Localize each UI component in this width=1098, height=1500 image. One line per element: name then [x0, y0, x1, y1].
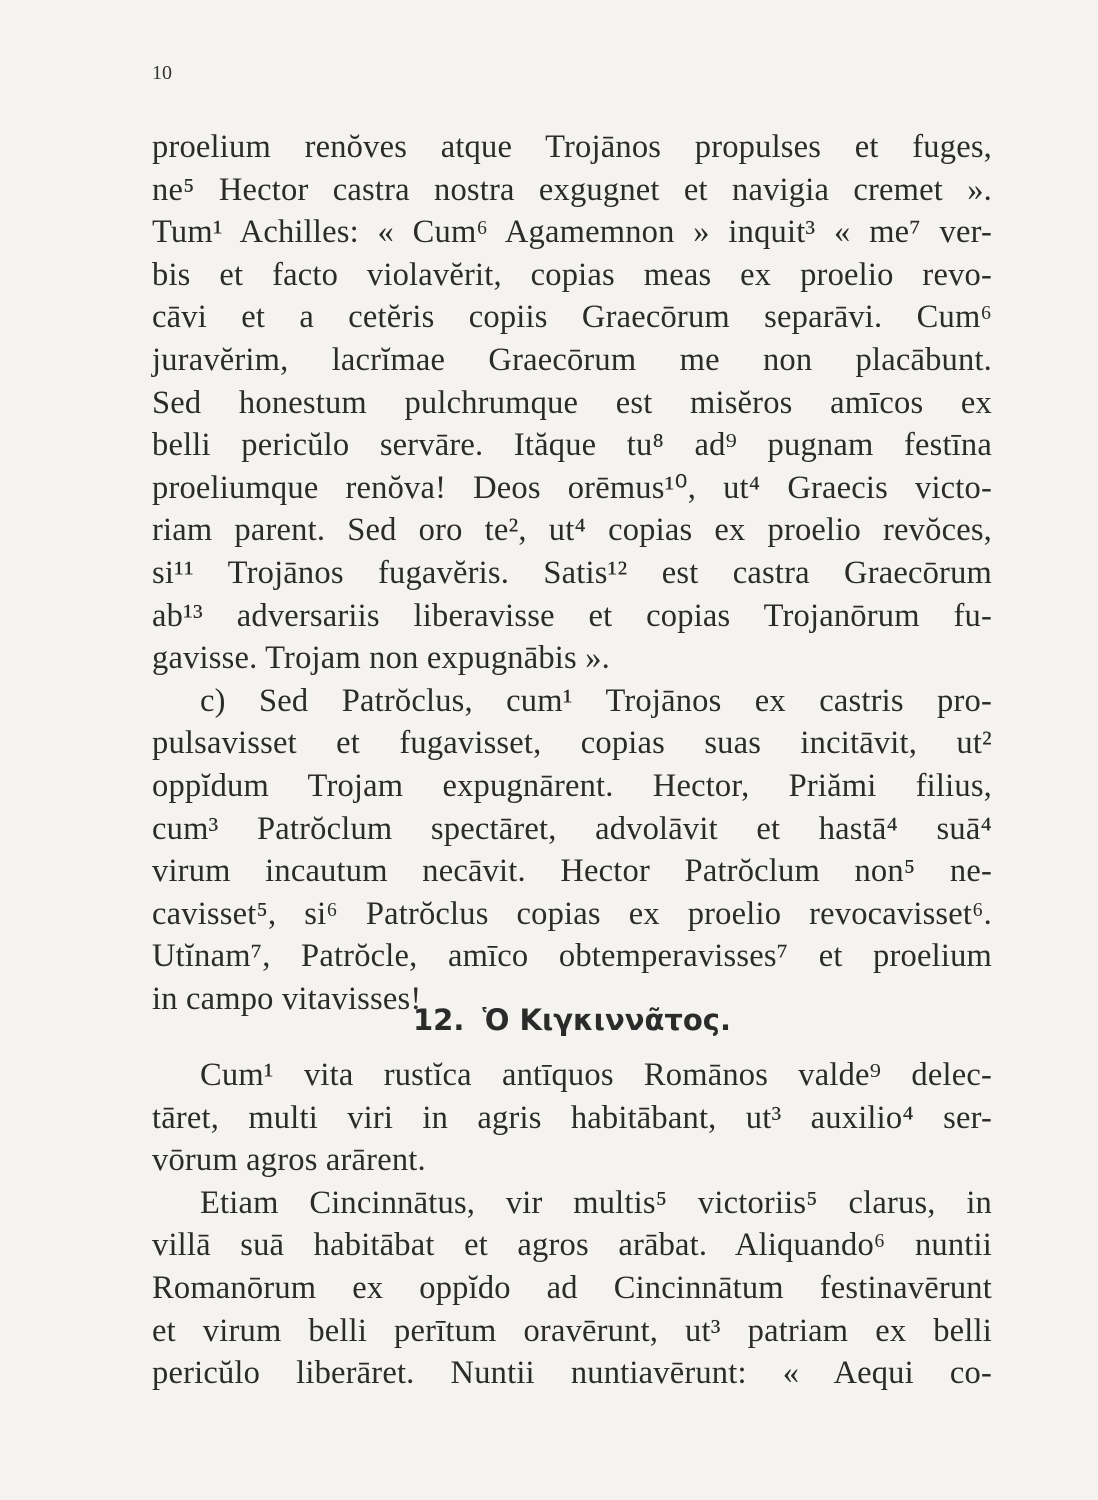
text-line: pulsavisset et fugavisset, copias suas incitāvit, ut² — [152, 725, 992, 762]
text-section-1 — [152, 126, 992, 1020]
text-line: ne⁵ Hector castra nostra exgugnet et navigia cremet ». — [152, 171, 992, 208]
text-line: proeliumque renŏva! Deos orēmus¹⁰, ut⁴ Graecis victo- — [152, 469, 992, 506]
page-number: 10 — [152, 62, 172, 84]
text-line: c) Sed Patrŏclus, cum¹ Trojānos ex castris pro- — [200, 682, 992, 719]
text-line: cāvi et a cetĕris copiis Graecōrum separāvi. Cum⁶ — [152, 299, 992, 336]
text-line: et virum belli perītum oravērunt, ut³ patriam ex belli — [152, 1312, 992, 1349]
text-line: tāret, multi viri in agris habitābant, ut³ auxilio⁴ ser- — [152, 1099, 992, 1136]
text-line: cavisset⁵, si⁶ Patrŏclus copias ex proelio revocavisset⁶. — [152, 895, 992, 932]
text-line: juravĕrim, lacrĭmae Graecōrum me non placābunt. — [152, 341, 992, 378]
text-line: in campo vitavisses! — [152, 980, 422, 1017]
text-line: ab¹³ adversariis liberavisse et copias Trojanōrum fu- — [152, 597, 992, 634]
text-line: Romanōrum ex oppĭdo ad Cincinnātum festinavērunt — [152, 1269, 992, 1306]
text-line: gavisse. Trojam non expugnābis ». — [152, 640, 610, 677]
text-line: Sed honestum pulchrumque est misĕros amīcos ex — [152, 384, 992, 421]
text-line: bis et facto violavĕrit, copias meas ex proelio revo- — [152, 256, 992, 293]
text-line: riam parent. Sed oro te², ut⁴ copias ex proelio revŏces, — [152, 512, 992, 549]
text-line: cum³ Patrŏclum spectāret, advolāvit et hastā⁴ suā⁴ — [152, 810, 992, 847]
text-line: pericŭlo liberāret. Nuntii nuntiavērunt: « Aequi co- — [152, 1355, 992, 1392]
text-line: oppĭdum Trojam expugnārent. Hector, Priămi filius, — [152, 767, 992, 804]
section-title: Ὁ Κιγκιννᾶτος. — [482, 1003, 732, 1037]
text-line: Cum¹ vita rustĭca antīquos Romānos valde⁹ delec- — [200, 1057, 992, 1093]
section-heading — [152, 1000, 992, 1040]
text-line: villā suā habitābat et agros arābat. Aliquando⁶ nuntii — [152, 1227, 992, 1264]
section-number: 12. — [412, 1003, 465, 1037]
text-line: Tum¹ Achilles: « Cum⁶ Agamemnon » inquit³ « me⁷ ver- — [152, 214, 992, 251]
text-line: vōrum agros arārent. — [152, 1142, 426, 1179]
text-line: Utĭnam⁷, Patrŏcle, amīco obtemperavisses⁷ et proelium — [152, 938, 992, 975]
text-line: proelium renŏves atque Trojānos propulses et fuges, — [152, 129, 992, 165]
text-line: belli pericŭlo servāre. Ităque tu⁸ ad⁹ pugnam festīna — [152, 427, 992, 464]
text-line: virum incautum necāvit. Hector Patrŏclum non⁵ ne- — [152, 853, 992, 890]
text-section-2 — [152, 1054, 992, 1395]
text-line: si¹¹ Trojānos fugavĕris. Satis¹² est castra Graecōrum — [152, 554, 992, 591]
text-line: Etiam Cincinnātus, vir multis⁵ victoriis⁵ clarus, in — [200, 1184, 992, 1221]
